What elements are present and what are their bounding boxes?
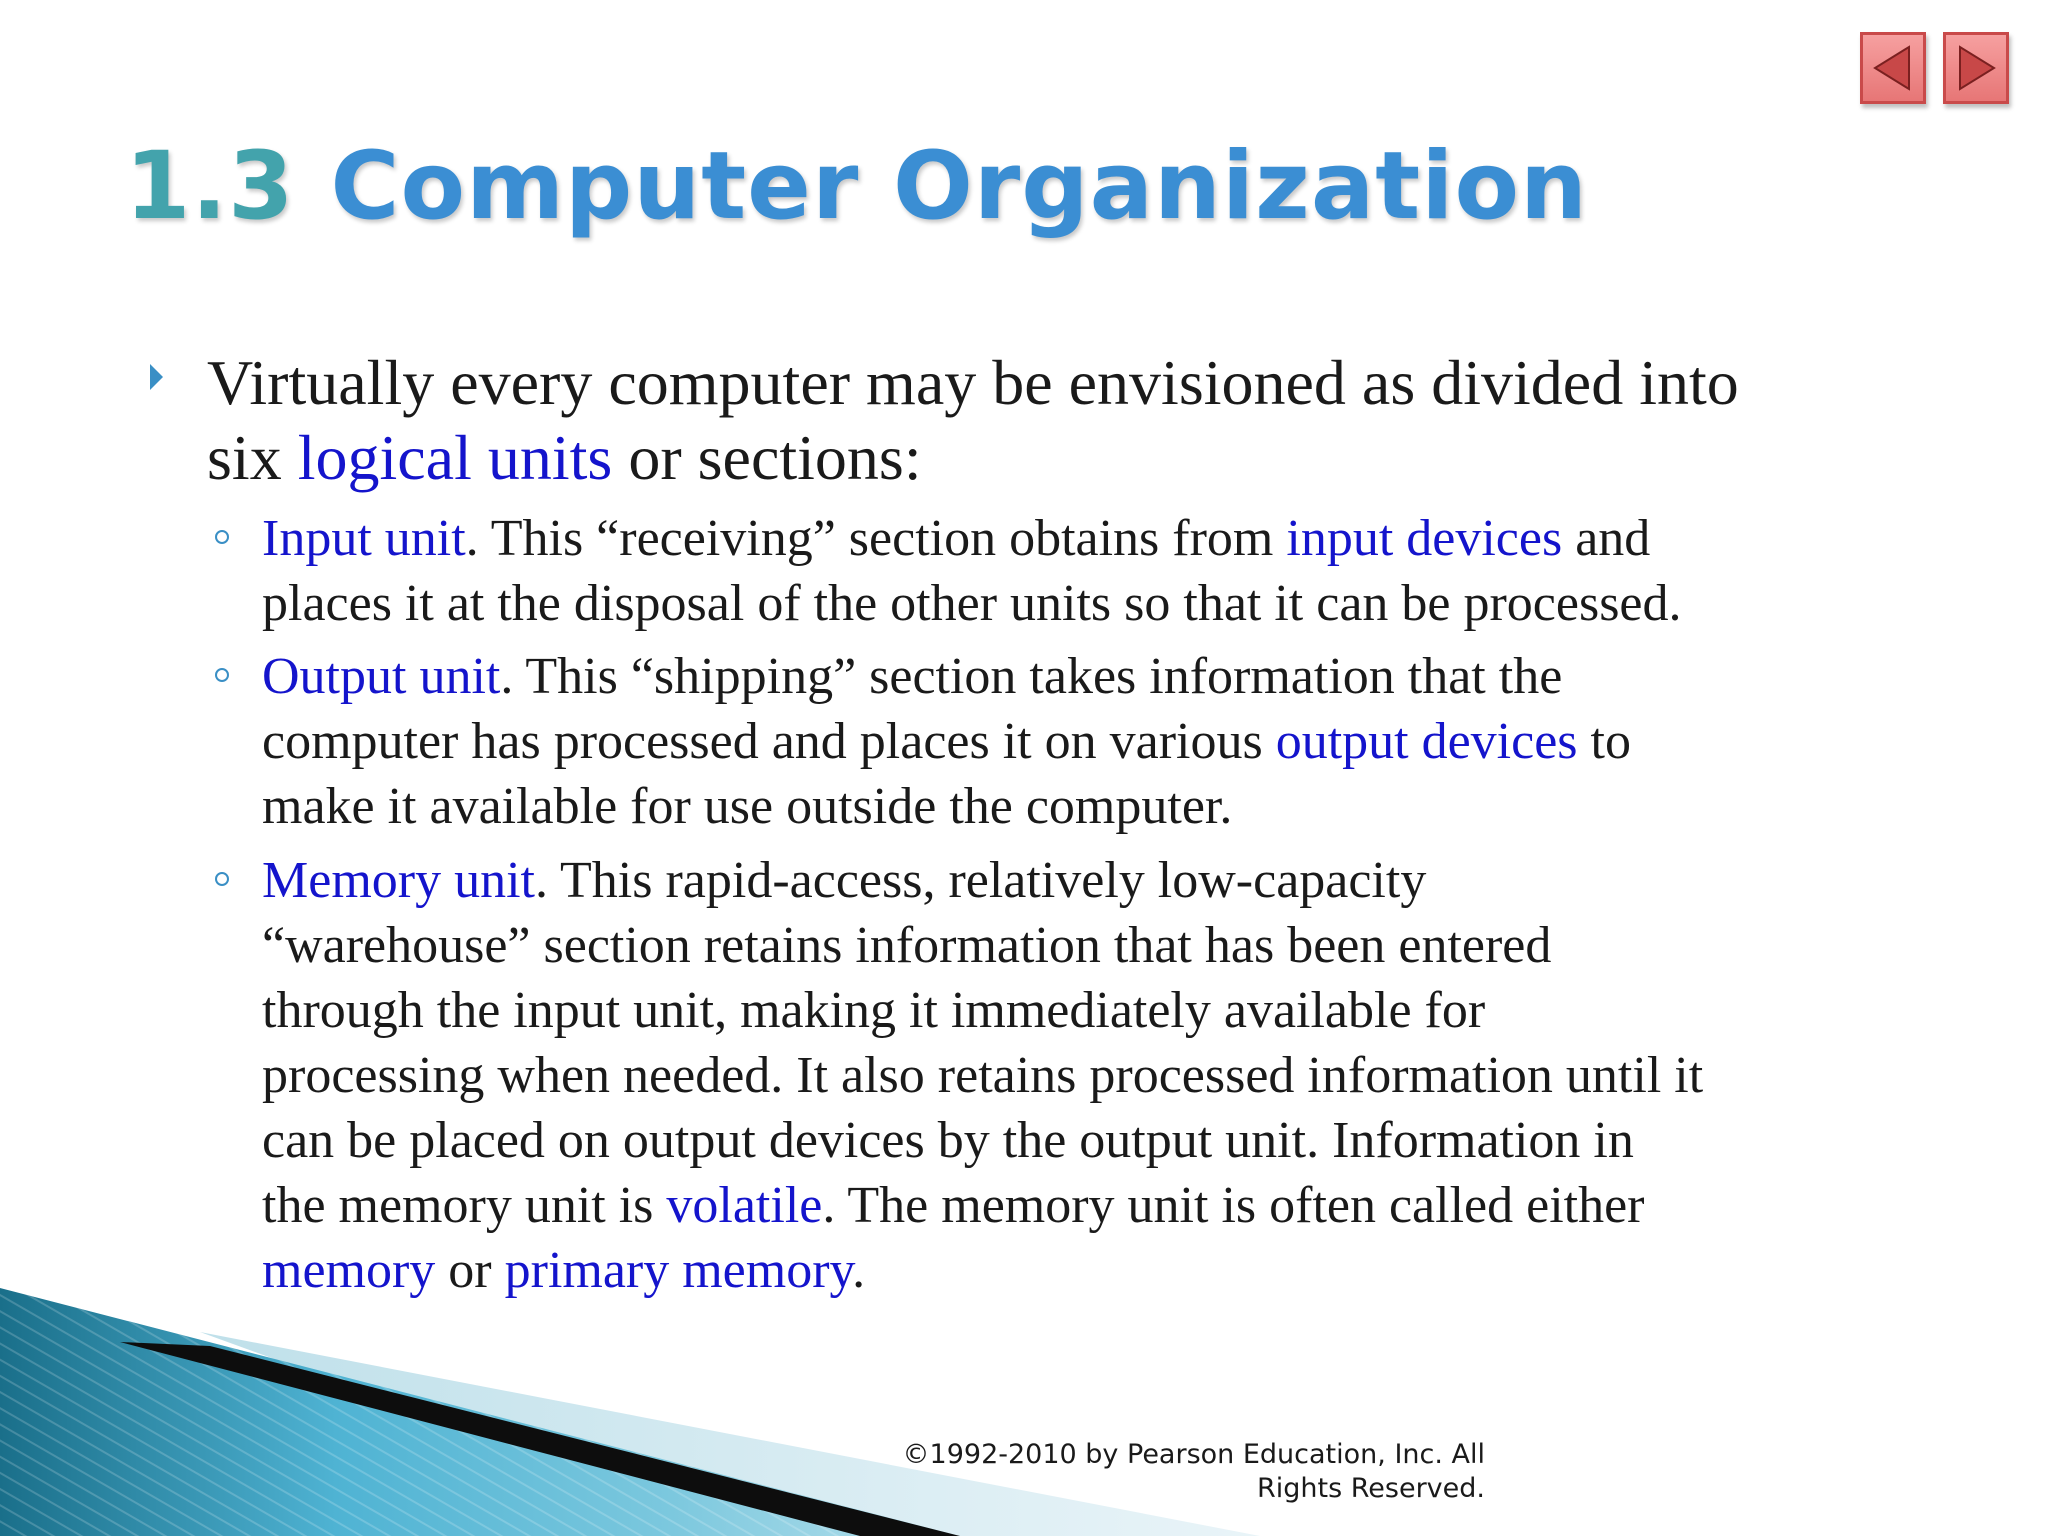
text-span: places it at the disposal of the other units so that it can be processed.	[262, 575, 1682, 632]
keyword-primary-memory: primary memory	[504, 1242, 853, 1299]
text-span: . This “shipping” section takes information that the	[500, 648, 1563, 705]
keyword-memory: memory	[262, 1242, 436, 1299]
text-span: “warehouse” section retains information that has been entered	[262, 917, 1552, 974]
sub-bullet-circle-icon	[215, 530, 229, 544]
keyword-input-unit: Input unit	[262, 510, 466, 567]
copyright-notice	[880, 1438, 1485, 1506]
right-arrow-icon	[1946, 35, 2006, 101]
copyright-line1: ©1992-2010 by Pearson Education, Inc. All	[902, 1439, 1485, 1470]
text-span: can be placed on output devices by the output unit. Information in	[262, 1112, 1634, 1169]
text-span: . This rapid-access, relatively low-capacity	[534, 852, 1427, 909]
text-span: through the input unit, making it immediately available for	[262, 982, 1486, 1039]
keyword-output-unit: Output unit	[262, 648, 501, 705]
sub-bullet-memory-unit	[262, 848, 1952, 1303]
keyword-logical-units: logical units	[297, 422, 613, 493]
previous-slide-button[interactable]	[1860, 32, 1926, 104]
main-bullet-line1: Virtually every computer may be envisioned as divided into	[207, 347, 1739, 418]
slide-title	[125, 132, 1588, 241]
sub-bullet-circle-icon	[215, 668, 229, 682]
section-number: 1.3	[125, 132, 295, 241]
text-span: computer has processed and places it on various	[262, 713, 1276, 770]
copyright-line2: Rights Reserved.	[1257, 1473, 1485, 1504]
keyword-input-devices: input devices	[1286, 510, 1563, 567]
left-arrow-icon	[1863, 35, 1923, 101]
text-span: . The memory unit is often called either	[822, 1177, 1645, 1234]
text-span: make it available for use outside the computer.	[262, 778, 1233, 835]
main-bullet-line2-start: six	[207, 422, 298, 493]
sub-bullet-input-unit	[262, 506, 1952, 636]
keyword-volatile: volatile	[666, 1177, 823, 1234]
next-slide-button[interactable]	[1943, 32, 2009, 104]
main-bullet-text	[207, 345, 1947, 495]
text-span: to	[1577, 713, 1631, 770]
text-span: .	[852, 1242, 866, 1299]
text-span: or	[435, 1242, 505, 1299]
text-span: the memory unit is	[262, 1177, 667, 1234]
keyword-output-devices: output devices	[1275, 713, 1578, 770]
ribbon-stripes	[0, 1288, 960, 1536]
keyword-memory-unit: Memory unit	[262, 852, 535, 909]
text-span: . This “receiving” section obtains from	[465, 510, 1287, 567]
main-bullet-line2-end: or sections:	[612, 422, 922, 493]
text-span: and	[1562, 510, 1651, 567]
bullet-arrow-icon	[150, 364, 163, 390]
sub-bullet-output-unit	[262, 644, 1952, 839]
sub-bullet-circle-icon	[215, 872, 229, 886]
text-span: processing when needed. It also retains processed information until it	[262, 1047, 1704, 1104]
title-text: Computer Organization	[330, 132, 1588, 241]
